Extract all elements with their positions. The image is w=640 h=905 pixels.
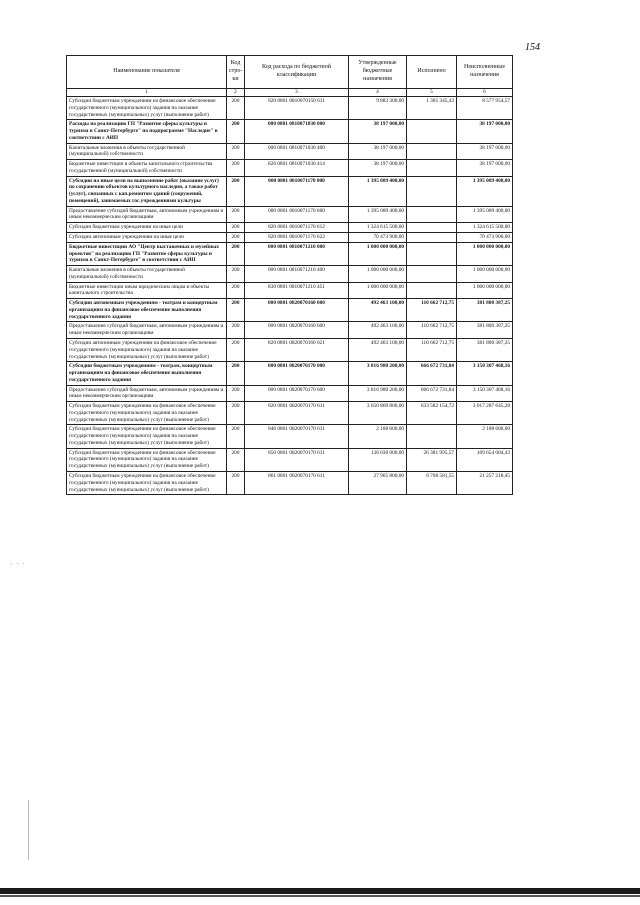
row-executed: 6 708 581,55 — [407, 471, 457, 494]
row-line-code: 200 — [227, 223, 245, 233]
table-row — [67, 160, 513, 177]
row-name: Субсидии бюджетным учреждениям на финансовое обеспечение государственного (муниципального) задания на оказание государственных (муниципальных) услуг (выполнение работ) — [67, 402, 227, 425]
column-number: 2 — [227, 89, 245, 97]
row-executed: 110 662 712,75 — [407, 299, 457, 322]
row-budget-code: 820 0801 0810070150 611 — [245, 97, 349, 120]
row-executed: 666 672 731,84 — [407, 362, 457, 385]
row-line-code: 200 — [227, 362, 245, 385]
row-name: Субсидии автономным учреждениям - театрам и концертным организациям на финансовое обеспечение выполнения государственного задания — [67, 299, 227, 322]
row-name: Субсидии автономным учреждениям на финансовое обеспечение государственного (муниципального) задания на оказание государственных (муниципальных) услуг (выполнение работ) — [67, 338, 227, 361]
header-name: Наименование показателя — [67, 56, 227, 89]
budget-execution-table — [66, 55, 513, 495]
table-row — [67, 402, 513, 425]
row-executed — [407, 120, 457, 143]
row-approved: 38 197 000,00 — [349, 143, 407, 160]
header-executed: Исполнено — [407, 56, 457, 89]
table-row — [67, 448, 513, 471]
row-name: Субсидии бюджетным учреждениям на иные цели — [67, 223, 227, 233]
row-approved: 136 036 000,00 — [349, 448, 407, 471]
row-approved: 3 816 980 200,00 — [349, 362, 407, 385]
row-unexecuted: 1 000 000 000,00 — [457, 266, 513, 283]
row-name: Субсидии бюджетным учреждениям на финансовое обеспечение государственного (муниципального) задания на оказание государственных (муниципальных) услуг (выполнение работ) — [67, 471, 227, 494]
row-name: Субсидии бюджетным учреждениям на финансовое обеспечение государственного (муниципального) задания на оказание государственных (муниципальных) услуг (выполнение работ) — [67, 97, 227, 120]
row-unexecuted: 3 150 307 468,16 — [457, 362, 513, 385]
row-name: Субсидии бюджетным учреждениям - театрам, концертным организациям на финансовое обеспечение выполнения государственного задания — [67, 362, 227, 385]
table-row — [67, 322, 513, 339]
row-approved: 38 197 000,00 — [349, 120, 407, 143]
row-budget-code: 861 0801 0820070170 611 — [245, 471, 349, 494]
row-budget-code: 846 0801 0820070170 611 — [245, 425, 349, 448]
column-number: 6 — [457, 89, 513, 97]
row-executed — [407, 242, 457, 265]
row-unexecuted: 38 197 000,00 — [457, 143, 513, 160]
row-line-code: 200 — [227, 160, 245, 177]
row-budget-code: 820 0801 0820070170 611 — [245, 402, 349, 425]
row-name: Субсидии бюджетным учреждениям на финансовое обеспечение государственного (муниципального) задания на оказание государственных (муниципальных) услуг (выполнение работ) — [67, 448, 227, 471]
row-executed: 1 305 345,43 — [407, 97, 457, 120]
row-unexecuted: 8 577 954,57 — [457, 97, 513, 120]
row-budget-code: 000 0801 0820070170 600 — [245, 385, 349, 402]
row-approved: 2 108 600,00 — [349, 425, 407, 448]
row-approved: 1 395 089 400,00 — [349, 176, 407, 206]
row-approved: 9 883 300,00 — [349, 97, 407, 120]
scan-margin-rule — [28, 800, 29, 860]
row-name: Субсидии на иные цели на выполнение работ (оказание услуг) по сохранению объектов культурного наследия, а также работ (услуг), связанных с кап.ремонтом зданий (сооружений, помещений), занимаемых гос.учреждениями культуры — [67, 176, 227, 206]
row-unexecuted: 381 800 387,25 — [457, 322, 513, 339]
page-number: 154 — [525, 42, 540, 53]
row-approved: 1 395 089 400,00 — [349, 206, 407, 223]
row-line-code: 200 — [227, 233, 245, 243]
row-line-code: 200 — [227, 338, 245, 361]
row-budget-code: 000 0801 0820070160 600 — [245, 322, 349, 339]
row-line-code: 200 — [227, 242, 245, 265]
header-unexecuted: Неисполненные назначения — [457, 56, 513, 89]
row-unexecuted: 109 654 004,43 — [457, 448, 513, 471]
row-approved: 1 000 000 000,00 — [349, 282, 407, 299]
scan-bottom-edge — [0, 888, 640, 894]
row-executed: 110 662 712,75 — [407, 338, 457, 361]
row-unexecuted: 381 800 387,25 — [457, 299, 513, 322]
row-unexecuted: 381 800 387,25 — [457, 338, 513, 361]
row-line-code: 200 — [227, 97, 245, 120]
row-line-code: 200 — [227, 402, 245, 425]
row-budget-code: 820 0801 0810071170 612 — [245, 223, 349, 233]
row-budget-code: 000 0801 0810071030 000 — [245, 120, 349, 143]
table-row — [67, 233, 513, 243]
row-name: Расходы на реализацию ГП "Развитие сферы культуры и туризма в Санкт-Петербурге" по подпрограмме "Наследие" в соответствии с АИП — [67, 120, 227, 143]
row-line-code: 200 — [227, 322, 245, 339]
row-unexecuted: 1 000 000 000,00 — [457, 242, 513, 265]
row-budget-code: 000 0801 0810071210 400 — [245, 266, 349, 283]
table-row — [67, 143, 513, 160]
column-number: 4 — [349, 89, 407, 97]
column-number: 1 — [67, 89, 227, 97]
row-approved: 492 463 100,00 — [349, 322, 407, 339]
row-line-code: 200 — [227, 385, 245, 402]
header-line-code: Код стро-ки — [227, 56, 245, 89]
row-name: Субсидии бюджетным учреждениям на финансовое обеспечение государственного (муниципального) задания на оказание государственных (муниципальных) услуг (выполнение работ) — [67, 425, 227, 448]
table-row — [67, 282, 513, 299]
row-approved: 1 000 000 000,00 — [349, 242, 407, 265]
row-unexecuted: 70 473 900,00 — [457, 233, 513, 243]
scan-margin-marks: · · · — [10, 560, 26, 568]
row-executed — [407, 282, 457, 299]
row-executed: 633 582 154,72 — [407, 402, 457, 425]
row-line-code: 200 — [227, 448, 245, 471]
header-approved: Утвержденные бюджетные назначения — [349, 56, 407, 89]
row-executed — [407, 160, 457, 177]
table-row — [67, 299, 513, 322]
row-unexecuted: 1 395 089 400,00 — [457, 206, 513, 223]
row-name: Бюджетные инвестиции АО "Центр выставочных и музейных проектов" на реализацию ГП "Развитие сферы культуры и туризма в Санкт-Петербурге" в соответствии с АИП — [67, 242, 227, 265]
row-budget-code: 826 0801 0810071030 414 — [245, 160, 349, 177]
table-row — [67, 206, 513, 223]
header-budget-code: Код расхода по бюджетной классификации — [245, 56, 349, 89]
row-budget-code: 000 0801 0810071210 000 — [245, 242, 349, 265]
row-name: Капитальные вложения в объекты государственной (муниципальной) собственности — [67, 143, 227, 160]
row-approved: 3 650 869 800,00 — [349, 402, 407, 425]
column-number-row — [67, 89, 513, 97]
table-row — [67, 223, 513, 233]
row-executed — [407, 223, 457, 233]
table-header-row — [67, 56, 513, 89]
table-row — [67, 242, 513, 265]
row-line-code: 200 — [227, 266, 245, 283]
row-unexecuted: 1 000 000 000,00 — [457, 282, 513, 299]
row-budget-code: 850 0801 0820070170 611 — [245, 448, 349, 471]
row-budget-code: 000 0801 0810071030 400 — [245, 143, 349, 160]
table-row — [67, 425, 513, 448]
row-name: Предоставление субсидий бюджетным, автономным учреждениям и иным некоммерческим организациям — [67, 322, 227, 339]
row-name: Бюджетные инвестиции иным юридическим лицам в объекты капитального строительства — [67, 282, 227, 299]
row-budget-code: 000 0801 0810071170 000 — [245, 176, 349, 206]
row-approved: 492 463 100,00 — [349, 338, 407, 361]
row-approved: 70 473 900,00 — [349, 233, 407, 243]
table-row — [67, 120, 513, 143]
row-name: Субсидии автономным учреждениям на иные цели — [67, 233, 227, 243]
row-unexecuted: 38 197 000,00 — [457, 160, 513, 177]
row-line-code: 200 — [227, 471, 245, 494]
row-executed: 110 662 712,75 — [407, 322, 457, 339]
row-executed: 666 672 731,84 — [407, 385, 457, 402]
row-approved: 492 463 100,00 — [349, 299, 407, 322]
row-budget-code: 820 0801 0810071170 622 — [245, 233, 349, 243]
row-line-code: 200 — [227, 299, 245, 322]
row-name: Капитальные вложения в объекты государственной (муниципальной) собственности — [67, 266, 227, 283]
row-line-code: 200 — [227, 425, 245, 448]
row-name: Предоставление субсидий бюджетным, автономным учреждениям и иным некоммерческим организациям — [67, 206, 227, 223]
row-line-code: 200 — [227, 120, 245, 143]
table-row — [67, 471, 513, 494]
row-executed — [407, 233, 457, 243]
row-unexecuted: 21 257 218,45 — [457, 471, 513, 494]
row-executed — [407, 176, 457, 206]
row-approved: 3 816 980 200,00 — [349, 385, 407, 402]
table-body — [67, 97, 513, 495]
column-number: 3 — [245, 89, 349, 97]
row-budget-code: 000 0801 0810071170 600 — [245, 206, 349, 223]
row-unexecuted: 1 395 089 400,00 — [457, 176, 513, 206]
row-approved: 1 000 000 000,00 — [349, 266, 407, 283]
column-number: 5 — [407, 89, 457, 97]
table-row — [67, 338, 513, 361]
row-executed — [407, 143, 457, 160]
row-executed — [407, 206, 457, 223]
table-row — [67, 362, 513, 385]
row-approved: 1 324 615 500,00 — [349, 223, 407, 233]
row-unexecuted: 1 324 615 500,00 — [457, 223, 513, 233]
row-line-code: 200 — [227, 143, 245, 160]
row-budget-code: 830 0801 0810071210 451 — [245, 282, 349, 299]
row-unexecuted: 2 108 600,00 — [457, 425, 513, 448]
table-row — [67, 97, 513, 120]
row-unexecuted: 3 150 307 468,16 — [457, 385, 513, 402]
row-approved: 38 197 000,00 — [349, 160, 407, 177]
row-unexecuted: 3 017 287 645,28 — [457, 402, 513, 425]
scan-bottom-edge-line — [0, 895, 640, 897]
row-executed: 26 381 995,57 — [407, 448, 457, 471]
row-budget-code: 820 0801 0820070160 621 — [245, 338, 349, 361]
row-unexecuted: 38 197 000,00 — [457, 120, 513, 143]
row-approved: 27 965 800,00 — [349, 471, 407, 494]
row-line-code: 200 — [227, 206, 245, 223]
row-name: Бюджетные инвестиции в объекты капитального строительства государственной (муниципальной) собственности — [67, 160, 227, 177]
row-budget-code: 000 0801 0820070160 000 — [245, 299, 349, 322]
table-row — [67, 176, 513, 206]
row-executed — [407, 425, 457, 448]
row-name: Предоставление субсидий бюджетным, автономным учреждениям и иным некоммерческим организациям — [67, 385, 227, 402]
row-executed — [407, 266, 457, 283]
row-line-code: 200 — [227, 176, 245, 206]
row-line-code: 200 — [227, 282, 245, 299]
table-row — [67, 266, 513, 283]
table-row — [67, 385, 513, 402]
row-budget-code: 000 0801 0820070170 000 — [245, 362, 349, 385]
